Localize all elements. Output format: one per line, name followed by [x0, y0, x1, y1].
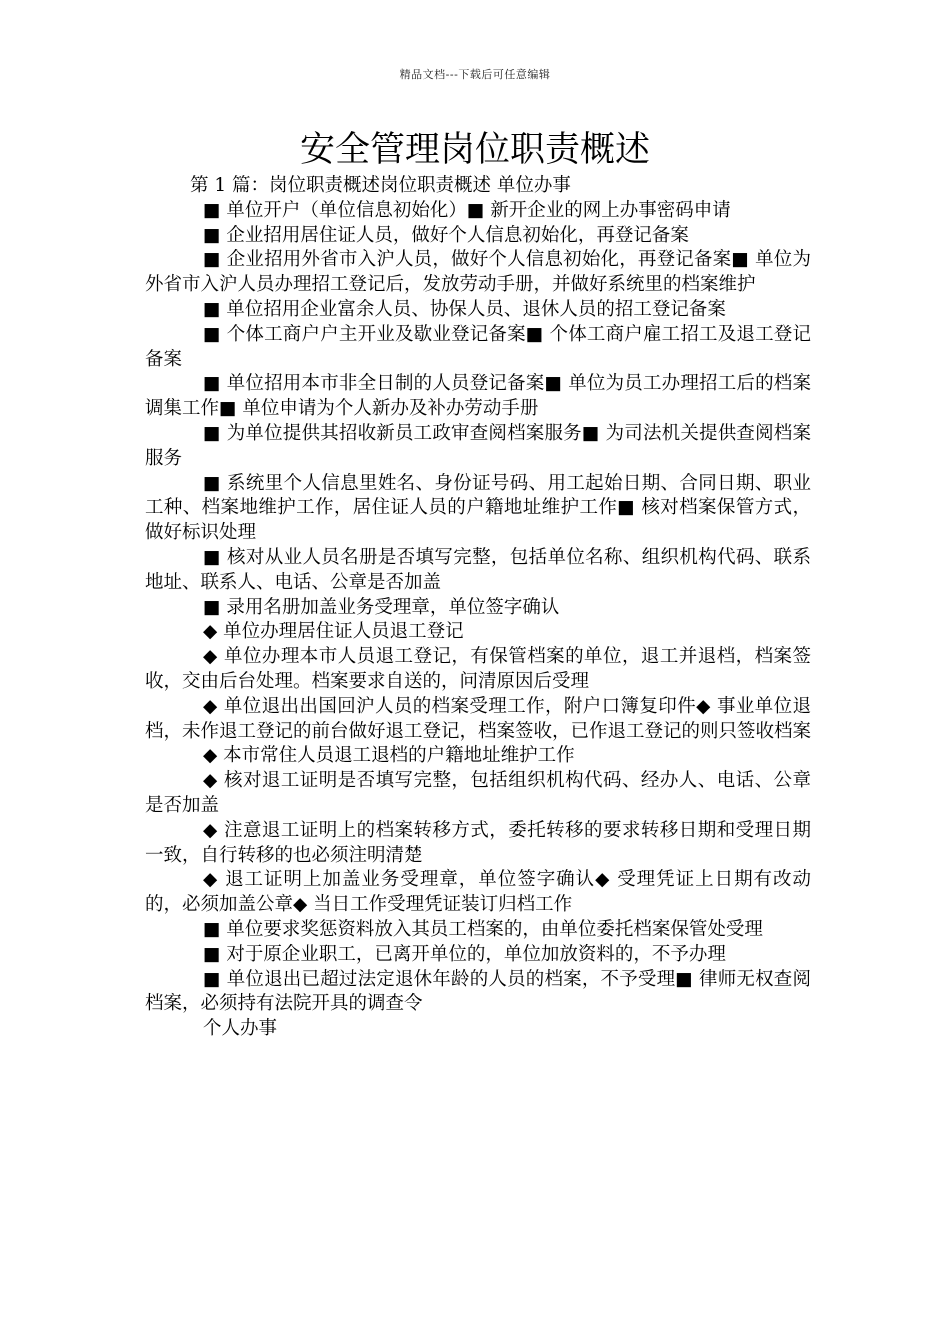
- paragraph: ■ 系统里个人信息里姓名、身份证号码、用工起始日期、合同日期、职业工种、档案地维护工作，居住证人员的户籍地址维护工作■ 核对档案保管方式，做好标识处理: [145, 472, 811, 544]
- paragraph: ■ 企业招用居住证人员，做好个人信息初始化，再登记备案: [203, 224, 689, 246]
- paragraph: ■ 单位开户（单位信息初始化）■ 新开企业的网上办事密码申请: [203, 199, 731, 221]
- paragraph: ■ 单位退出已超过法定退休年龄的人员的档案，不予受理■ 律师无权查阅档案，必须持有法院开具的调查令: [145, 968, 811, 1015]
- paragraph: ■ 录用名册加盖业务受理章，单位签字确认: [203, 596, 560, 618]
- paragraph: ◆ 本市常住人员退工退档的户籍地址维护工作: [203, 745, 575, 767]
- page-header: 精品文档---下载后可任意编辑: [399, 68, 551, 81]
- paragraph: ◆ 单位办理居住证人员退工登记: [203, 621, 464, 643]
- document-body: [145, 174, 811, 1042]
- section-subtitle: 第 1 篇：岗位职责概述岗位职责概述 单位办事: [190, 175, 571, 196]
- document-title: 安全管理岗位职责概述: [299, 130, 650, 170]
- paragraph: ◆ 单位办理本市人员退工登记，有保管档案的单位，退工并退档，档案签收，交由后台处理。档案要求自送的，问清原因后受理: [145, 646, 811, 692]
- paragraph: ◆ 退工证明上加盖业务受理章，单位签字确认◆ 受理凭证上日期有改动的，必须加盖公章◆ 当日工作受理凭证装订归档工作: [145, 869, 811, 916]
- paragraph: ■ 企业招用外省市入沪人员，做好个人信息初始化，再登记备案■ 单位为外省市入沪人员办理招工登记后，发放劳动手册，并做好系统里的档案维护: [145, 249, 811, 296]
- paragraph: ◆ 核对退工证明是否填写完整，包括组织机构代码、经办人、电话、公章是否加盖: [145, 770, 811, 816]
- paragraph: ■ 单位招用企业富余人员、协保人员、退休人员的招工登记备案: [203, 298, 726, 320]
- paragraph: ◆ 注意退工证明上的档案转移方式，委托转移的要求转移日期和受理日期一致，自行转移的也必须注明清楚: [145, 819, 811, 866]
- paragraph: ■ 核对从业人员名册是否填写完整，包括单位名称、组织机构代码、联系地址、联系人、电话、公章是否加盖: [145, 546, 811, 593]
- paragraph: ◆ 单位退出出国回沪人员的档案受理工作，附户口簿复印件◆ 事业单位退档，未作退工登记的前台做好退工登记，档案签收，已作退工登记的则只签收档案: [145, 695, 812, 742]
- paragraph: ■ 单位要求奖惩资料放入其员工档案的，由单位委托档案保管处受理: [203, 918, 763, 940]
- section-heading: 个人办事: [203, 1018, 278, 1040]
- paragraph: ■ 单位招用本市非全日制的人员登记备案■ 单位为员工办理招工后的档案调集工作■ 单位申请为个人新办及补办劳动手册: [145, 373, 811, 420]
- paragraph: ■ 对于原企业职工，已离开单位的，单位加放资料的，不予办理: [203, 943, 726, 965]
- paragraph: ■ 为单位提供其招收新员工政审查阅档案服务■ 为司法机关提供查阅档案服务: [145, 422, 811, 469]
- paragraph: ■ 个体工商户户主开业及歇业登记备案■ 个体工商户雇工招工及退工登记备案: [145, 323, 811, 370]
